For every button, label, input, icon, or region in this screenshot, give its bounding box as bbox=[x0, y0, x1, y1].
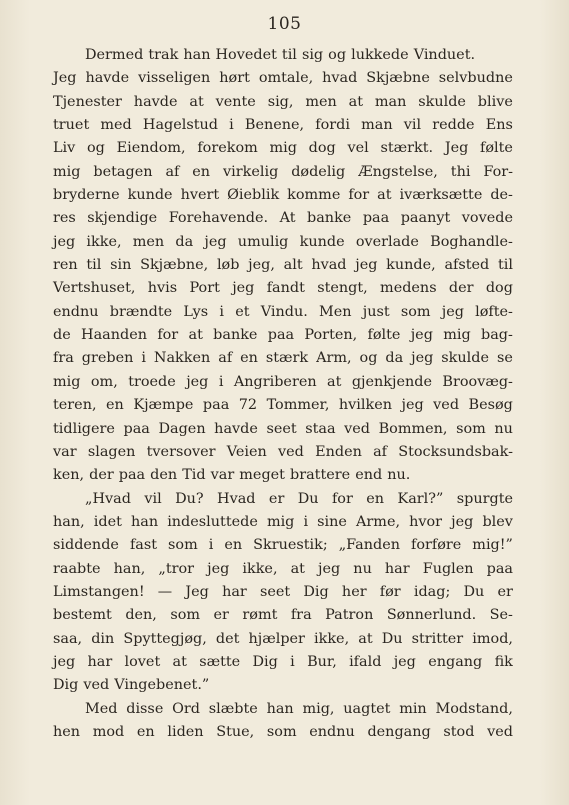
text-line: ken, der paa den Tid var meget brattere end nu. bbox=[53, 467, 411, 484]
text-line: mig om, troede jeg i Angriberen at gjenkjende Broovæg- bbox=[53, 373, 513, 390]
text-line: „Hvad vil Du? Hvad er Du for en Karl?” spurgte bbox=[85, 490, 513, 507]
text-line: raabte han, „tror jeg ikke, at jeg nu har Fuglen paa bbox=[53, 560, 513, 577]
text-line: Med disse Ord slæbte han mig, uagtet min Modstand, bbox=[85, 700, 513, 717]
text-line: truet med Hagelstud i Benene, fordi man vil redde Ens bbox=[53, 117, 513, 134]
text-line: mig betagen af en virkelig dødelig Ængstelse, thi For- bbox=[53, 163, 513, 180]
text-line: Vertshuset, hvis Port jeg fandt stengt, medens der dog bbox=[53, 280, 513, 297]
text-line: siddende fast som i en Skruestik; „Fanden forføre mig!” bbox=[53, 537, 513, 554]
text-line: Dig ved Vingebenet.” bbox=[53, 677, 210, 694]
text-line: Limstangen! — Jeg har seet Dig her før idag; Du er bbox=[53, 583, 513, 600]
text-line: de Haanden for at banke paa Porten, følte jeg mig bag- bbox=[53, 327, 513, 344]
text-line: Tjenester havde at vente sig, men at man skulde blive bbox=[53, 93, 513, 110]
text-line: hen mod en liden Stue, som endnu dengang stod ved bbox=[53, 723, 513, 740]
text-line: ren til sin Skjæbne, løb jeg, alt hvad jeg kunde, afsted til bbox=[53, 257, 513, 274]
text-line: teren, en Kjæmpe paa 72 Tommer, hvilken jeg ved Besøg bbox=[53, 397, 513, 414]
text-line: Dermed trak han Hovedet til sig og lukkede Vinduet. bbox=[85, 47, 476, 63]
text-line: Liv og Eiendom, forekom mig dog vel stærkt. Jeg følte bbox=[53, 140, 513, 157]
text-line: var slagen tversover Veien ved Enden af Stocksundsbak- bbox=[53, 443, 513, 460]
text-line: fra greben i Nakken af en stærk Arm, og da jeg skulde se bbox=[53, 350, 513, 367]
text-line: jeg har lovet at sætte Dig i Bur, ifald jeg engang fik bbox=[53, 653, 513, 670]
text-line: endnu brændte Lys i et Vindu. Men just som jeg løfte- bbox=[53, 303, 513, 320]
text-line: Jeg havde visseligen hørt omtale, hvad Skjæbne selvbudne bbox=[53, 70, 513, 87]
page-number: 105 bbox=[267, 14, 302, 34]
text-line: jeg ikke, men da jeg umulig kunde overlade Boghandle- bbox=[53, 233, 513, 250]
body-text bbox=[53, 44, 513, 744]
text-line: bryderne kunde hvert Øieblik komme for at iværksætte de- bbox=[53, 187, 513, 204]
text-line: tidligere paa Dagen havde seet staa ved Bommen, som nu bbox=[53, 420, 513, 437]
text-line: res skjendige Forehavende. At banke paa paanyt vovede bbox=[53, 210, 513, 227]
text-line: bestemt den, som er rømt fra Patron Sønnerlund. Se- bbox=[53, 607, 513, 624]
text-line: saa, din Spyttegjøg, det hjælper ikke, at Du stritter imod, bbox=[53, 630, 513, 647]
text-line: han, idet han indesluttede mig i sine Arme, hvor jeg blev bbox=[53, 513, 513, 530]
